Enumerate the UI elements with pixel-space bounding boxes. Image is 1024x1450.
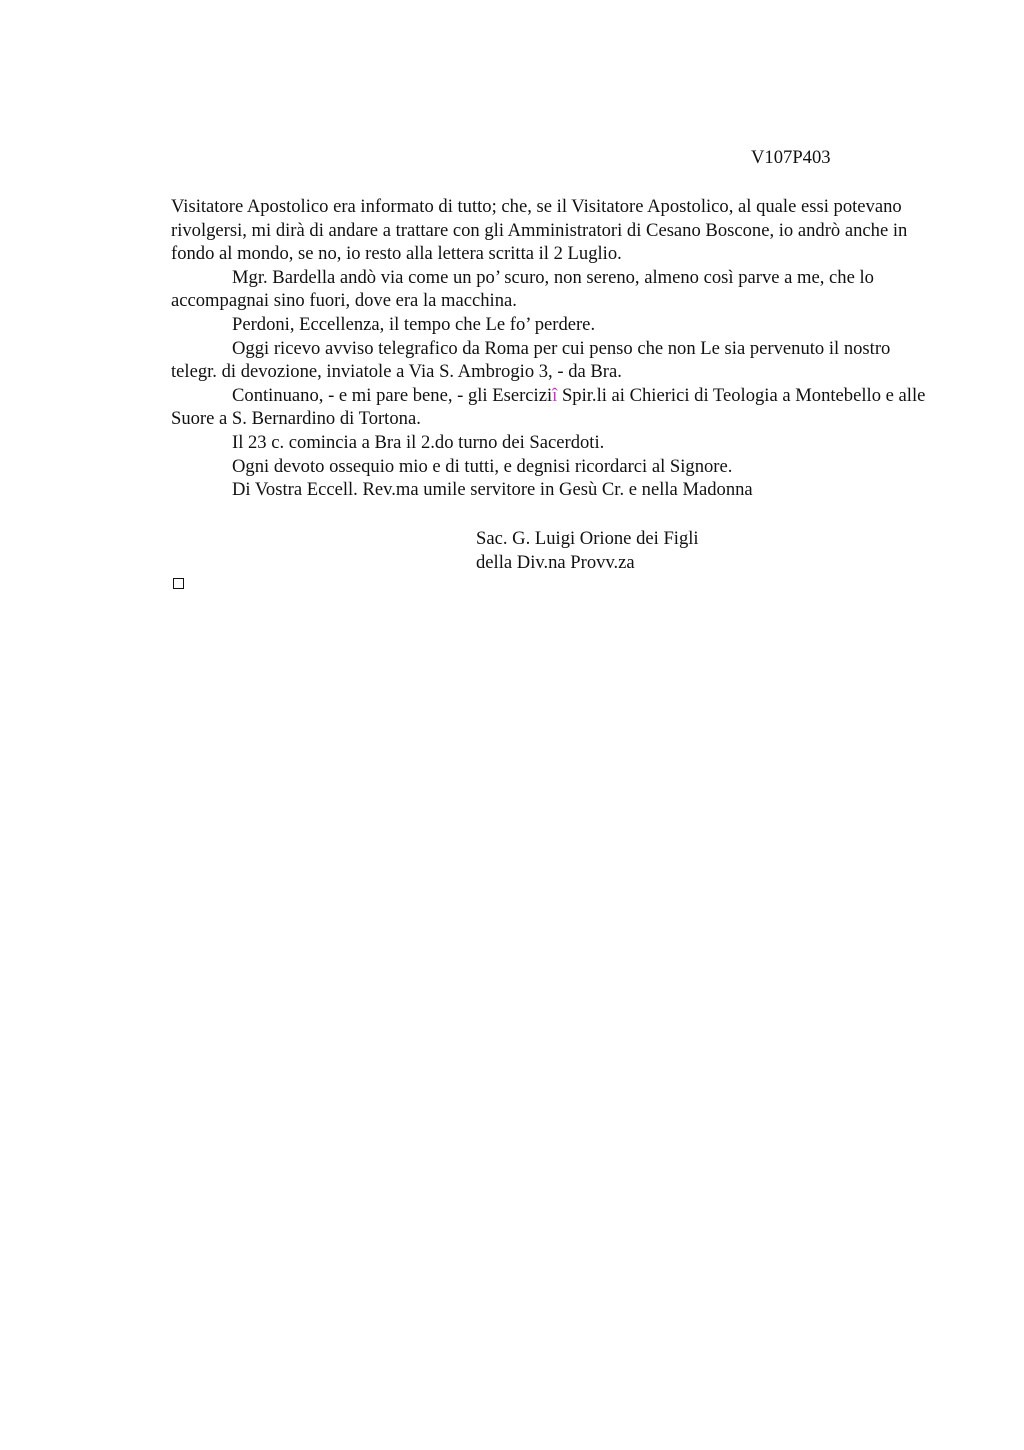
- signature-block: [476, 527, 699, 574]
- paragraph-6: Il 23 c. comincia a Bra il 2.do turno dei Sacerdoti.: [232, 431, 605, 453]
- closing-line: Di Vostra Eccell. Rev.ma umile servitore in Gesù Cr. e nella Madonna: [232, 479, 753, 501]
- paragraph-5-end: Spir.li ai Chierici di Teologia a Montebello e alle Suore a S. Bernardino di Tortona.: [171, 384, 926, 430]
- paragraph-7: Ogni devoto ossequio mio e di tutti, e degnisi ricordarci al Signore.: [232, 455, 733, 477]
- signature-line-1: Sac. G. Luigi Orione dei Figli: [476, 528, 699, 549]
- paragraph-4: Oggi ricevo avviso telegrafico da Roma per cui penso che non Le sia pervenuto il nostro telegr. di devozione, inviatole a Via S. Ambrogio 3, - da Bra.: [171, 337, 891, 383]
- page-reference: V107P403: [751, 147, 831, 168]
- paragraph-5-start: Continuano, - e mi pare bene, - gli Esercizi: [232, 384, 553, 406]
- paragraph-5: [171, 384, 931, 431]
- paragraph-1: Visitatore Apostolico era informato di tutto; che, se il Visitatore Apostolico, al quale essi potevano rivolgersi, mi dirà di andare a trattare con gli Amministratori di Cesano Boscone, io andrò anche in fondo al mondo, se no, io resto alla lettera scritta il 2 Luglio.: [171, 196, 908, 265]
- paragraph-3: Perdoni, Eccellenza, il tempo che Le fo’ perdere.: [232, 313, 596, 335]
- accent-character: î: [552, 384, 558, 406]
- signature-line-2: della Div.na Provv.za: [476, 551, 635, 573]
- paragraph-2: Mgr. Bardella andò via come un po’ scuro, non sereno, almeno così parve a me, che lo accompagnai sino fuori, dove era la macchina.: [171, 266, 874, 312]
- box-mark-icon: [173, 578, 184, 589]
- letter-body: [171, 195, 931, 502]
